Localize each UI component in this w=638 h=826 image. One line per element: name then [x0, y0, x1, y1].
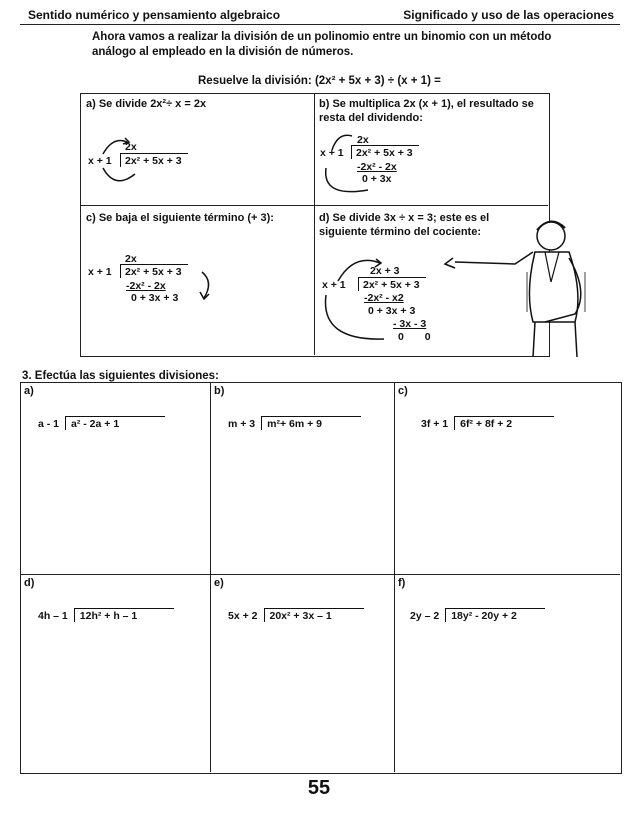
step-c-divisor: x + 1 — [88, 266, 112, 278]
exercise-a-dividend: a² - 2a + 1 — [65, 416, 165, 430]
step-d-sub2: - 3x - 3 — [393, 318, 427, 330]
step-a-quotient: 2x — [125, 141, 137, 153]
steps-grid-hdivider — [80, 205, 548, 206]
exercise-b-divisor: m + 3 — [228, 418, 256, 430]
step-d-final: 0 0 — [398, 331, 431, 343]
exercise-d-divisor: 4h – 1 — [38, 610, 68, 622]
step-b-quotient: 2x — [357, 134, 369, 146]
step-a-text: a) Se divide 2x²÷ x = 2x — [86, 98, 207, 110]
step-c-arrow — [198, 268, 228, 308]
step-d-quotient: 2x + 3 — [370, 265, 400, 277]
header-right: Significado y uso de las operaciones — [403, 8, 614, 22]
exercise-b-dividend: m²+ 6m + 9 — [261, 416, 361, 430]
exercise-grid-v2 — [394, 382, 395, 772]
exercise-grid-h — [20, 574, 620, 575]
exercise-d-dividend: 12h² + h – 1 — [74, 608, 174, 622]
exercise-d-label: d) — [24, 577, 35, 589]
exercise-a-divisor: a - 1 — [38, 418, 60, 430]
exercise-e-divisor: 5x + 2 — [228, 610, 258, 622]
step-c-rem: 0 + 3x + 3 — [131, 292, 179, 304]
step-d-rem: 0 + 3x + 3 — [368, 305, 416, 317]
section3-title: 3. Efectúa las siguientes divisiones: — [22, 370, 219, 382]
step-b-dividend: 2x² + 5x + 3 — [351, 145, 419, 159]
step-d-dividend: 2x² + 5x + 3 — [358, 277, 426, 291]
exercise-c-divisor: 3f + 1 — [421, 418, 449, 430]
step-b-sub: -2x² - 2x — [357, 161, 397, 173]
step-c-dividend-wrap — [120, 264, 188, 278]
resuelve-text: Resuelve la división: (2x² + 5x + 3) ÷ (x + 1) = — [198, 75, 441, 87]
exercise-a-label: a) — [24, 385, 34, 397]
exercise-c-dividend: 6f² + 8f + 2 — [454, 416, 554, 430]
exercise-e — [228, 608, 364, 622]
step-d-arrows — [318, 255, 408, 345]
step-a-divisor: x + 1 — [88, 155, 112, 167]
step-d-sub: -2x² - x2 — [364, 292, 404, 304]
header-rule — [20, 24, 620, 25]
intro-text: Ahora vamos a realizar la división de un polinomio entre un binomio con un método análogo al empleado en la división de números. — [92, 31, 552, 58]
exercise-e-label: e) — [214, 577, 224, 589]
header-left: Sentido numérico y pensamiento algebraico — [28, 8, 281, 22]
exercise-e-dividend: 20x² + 3x – 1 — [264, 608, 364, 622]
step-c-sub: -2x² - 2x — [126, 280, 166, 292]
step-a-dividend: 2x² + 5x + 3 — [120, 153, 188, 167]
exercise-d — [38, 608, 174, 622]
exercise-f-dividend: 18y² - 20y + 2 — [445, 608, 545, 622]
step-b-text: b) Se multiplica 2x (x + 1), el resultado se resta del dividendo: — [319, 98, 534, 124]
step-b-divisor: x + 1 — [320, 147, 344, 159]
exercise-c-label: c) — [398, 385, 408, 397]
exercise-b — [228, 416, 361, 430]
step-c-dividend: 2x² + 5x + 3 — [120, 264, 188, 278]
step-b-arrows — [318, 128, 398, 198]
exercise-f — [410, 608, 545, 622]
exercise-b-label: b) — [214, 385, 225, 397]
exercise-f-label: f) — [398, 577, 406, 589]
exercise-a — [38, 416, 165, 430]
exercise-c — [421, 416, 554, 430]
steps-grid-vdivider — [314, 93, 315, 355]
step-c-quotient: 2x — [125, 253, 137, 265]
teacher-illustration — [505, 212, 625, 362]
step-d-text: d) Se divide 3x ÷ x = 3; este es el siguiente término del cociente: — [319, 212, 490, 238]
exercise-grid-v1 — [210, 382, 211, 772]
step-a-arrows — [95, 130, 155, 190]
exercise-grid — [20, 382, 622, 774]
page-number: 55 — [307, 777, 331, 799]
step-b-rem: 0 + 3x — [362, 173, 392, 185]
step-c-text: c) Se baja el siguiente término (+ 3): — [86, 212, 274, 224]
step-d-divisor: x + 1 — [322, 279, 346, 291]
exercise-f-divisor: 2y – 2 — [410, 610, 440, 622]
